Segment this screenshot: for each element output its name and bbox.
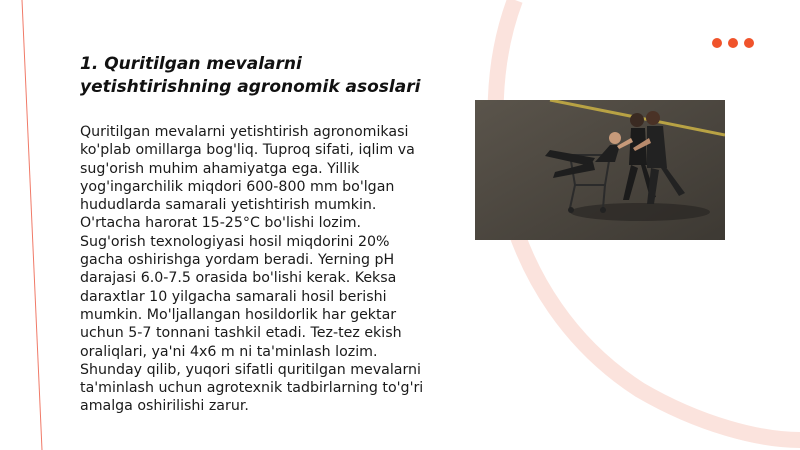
slide-photo [475,100,725,240]
dot-icon [728,38,738,48]
dot-icon [712,38,722,48]
three-dots-icon [712,38,754,48]
thin-left-arc [22,0,42,450]
dot-icon [744,38,754,48]
slide-title: 1. Quritilgan mevalarni yetishtirishning agronomik asoslari [80,54,421,97]
slide-body-text: Quritilgan mevalarni yetishtirish agronomikasi ko'plab omillarga bog'liq. Tuproq sifati, iqlim va sug'orish muhim ahamiyatga ega. Yillik yog'ingarchilik miqdori 600-800 mm bo'lgan hududlarda samarali yetishtirish mumkin. O'rtacha harorat 15-25°C bo'lishi lozim. Sug'orish texnologiyasi hosil miqdorini 20% gacha oshirishga yordam beradi. Yerning pH darajasi 6.0-7.5 orasida bo'lishi kerak. Keksa daraxtlar 10 yilgacha samarali hosil berishi mumkin. Mo'ljallangan hosildorlik har gektar uchun 5-7 tonnani tashkil etadi. Tez-tez ekish oraliqlari, ya'ni 4x6 m ni ta'minlash lozim. Shunday qilib, yuqori sifatli quritilgan mevalarni ta'minlash uchun agrotexnik tadbirlarning to'g'ri amalga oshirilishi zarur. [80,124,424,415]
